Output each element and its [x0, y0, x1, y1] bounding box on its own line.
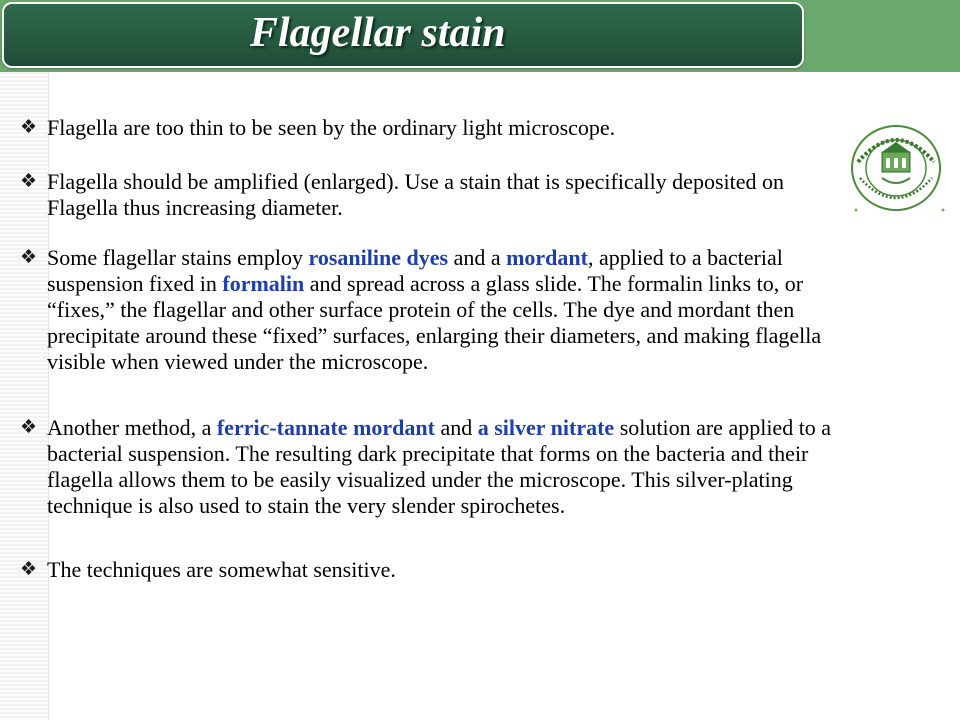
highlight-term: ferric-tannate mordant — [216, 415, 435, 440]
highlight-term: mordant — [506, 245, 588, 270]
diamond-bullet-icon: ❖ — [20, 559, 38, 580]
slide-title: Flagellar stain — [250, 10, 506, 56]
title-band — [0, 0, 960, 72]
bullet-text: , applied to a bacterial suspension fixed in — [47, 245, 783, 296]
university-seal-icon — [846, 122, 950, 218]
highlight-term: a silver nitrate — [477, 415, 615, 440]
bullet-text: solution are applied to a bacterial suspension. The resulting dark precipitate that forms on the bacteria and their flagella allows them to be easily visualized under the microscope. This silver-plating technique is also used to stain the very slender spirochetes. — [47, 415, 832, 518]
bullet-text: The techniques are somewhat sensitive. — [47, 557, 396, 582]
bullet-text: and spread across a glass slide. The formalin links to, or “fixes,” the flagellar and other surface protein of the cells. The dye and mordant then precipitate around these “fixed” surfaces, enlarging their diameters, and making flagella visible when viewed under the microscope. — [47, 271, 822, 374]
bullet-text: Flagella should be amplified (enlarged). Use a stain that is specifically deposited on Flagella thus increasing diameter. — [47, 169, 784, 220]
title-box — [2, 2, 804, 68]
diamond-bullet-icon: ❖ — [20, 171, 38, 192]
diamond-bullet-icon: ❖ — [20, 117, 38, 138]
bullet-item — [20, 115, 850, 141]
bullet-list — [20, 115, 850, 583]
bullet-text: Another method, a — [47, 415, 217, 440]
bullet-item — [20, 557, 850, 583]
diamond-bullet-icon: ❖ — [20, 417, 38, 438]
highlight-term: rosaniline dyes — [308, 245, 449, 270]
bullet-text: Flagella are too thin to be seen by the ordinary light microscope. — [47, 115, 616, 140]
bullet-text: Some flagellar stains employ — [47, 245, 309, 270]
bullet-item — [20, 415, 850, 519]
bullet-item — [20, 245, 850, 375]
highlight-term: formalin — [222, 271, 305, 296]
bullet-item — [20, 169, 850, 221]
diamond-bullet-icon: ❖ — [20, 247, 38, 268]
bullet-text: and — [434, 415, 478, 440]
bullet-text: and a — [448, 245, 507, 270]
